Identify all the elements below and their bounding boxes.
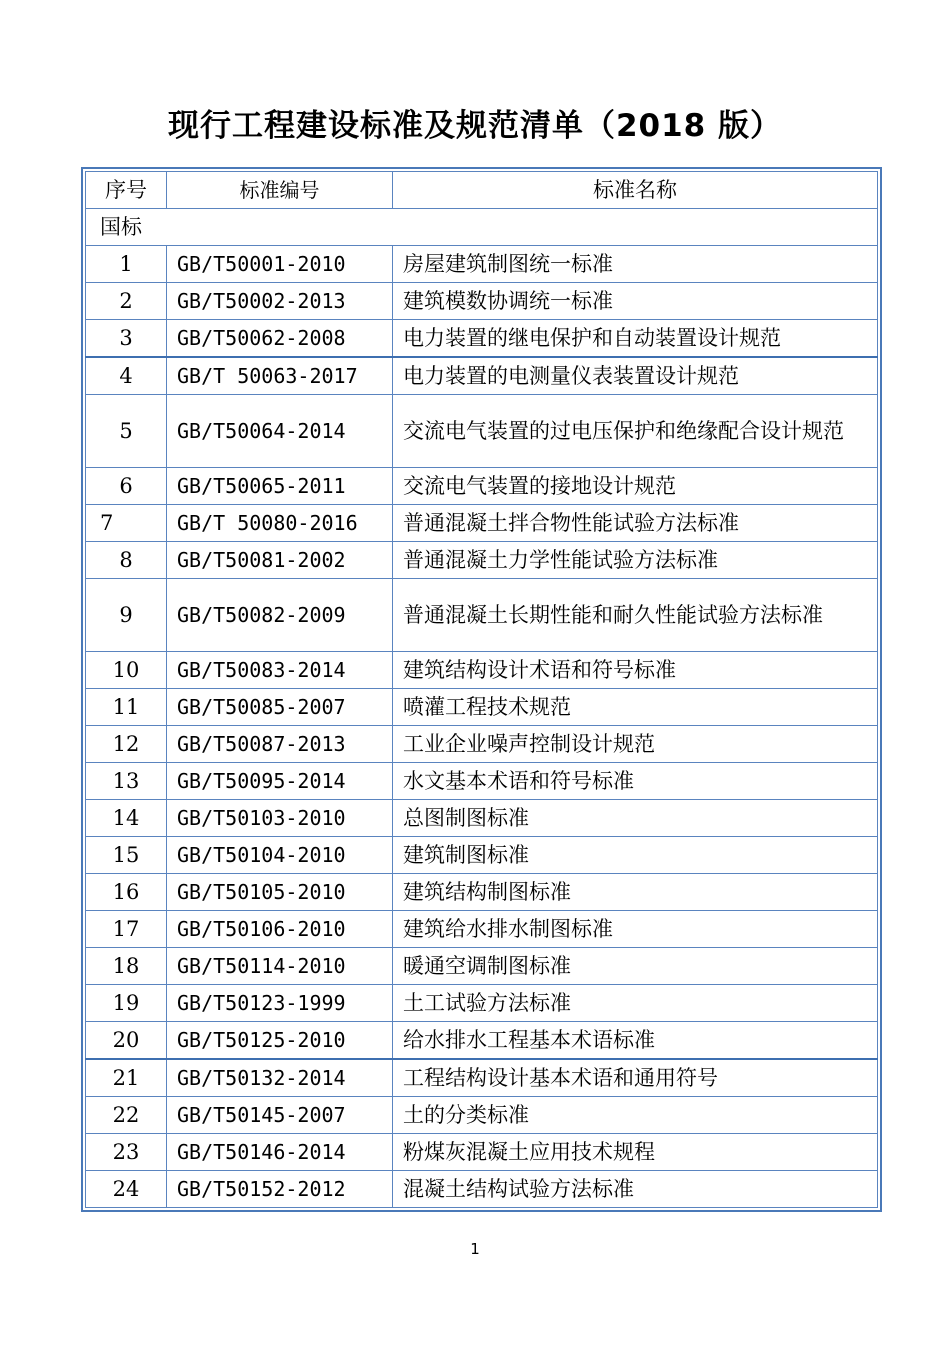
row-name: 水文基本术语和符号标准: [393, 763, 878, 800]
table-row: [86, 246, 878, 283]
table-row: [86, 874, 878, 911]
table-row: [86, 468, 878, 505]
row-code: GB/T50132-2014: [167, 1059, 393, 1097]
row-code: GB/T 50063-2017: [167, 357, 393, 395]
table-row: [86, 985, 878, 1022]
row-name: 交流电气装置的过电压保护和绝缘配合设计规范: [393, 395, 878, 468]
row-seq: 7: [86, 505, 167, 542]
page-number: 1: [470, 1240, 480, 1258]
row-code: GB/T50106-2010: [167, 911, 393, 948]
row-code: GB/T50146-2014: [167, 1134, 393, 1171]
row-seq: 22: [86, 1097, 167, 1134]
row-code: GB/T50083-2014: [167, 652, 393, 689]
standards-table: [85, 171, 878, 1208]
row-name: 电力装置的电测量仪表装置设计规范: [393, 357, 878, 395]
table-header-row: [86, 172, 878, 209]
row-code: GB/T50105-2010: [167, 874, 393, 911]
row-name: 总图制图标准: [393, 800, 878, 837]
row-code: GB/T50114-2010: [167, 948, 393, 985]
table-row: [86, 505, 878, 542]
table-row: [86, 579, 878, 652]
row-code: GB/T50082-2009: [167, 579, 393, 652]
row-name: 给水排水工程基本术语标准: [393, 1022, 878, 1060]
standards-table-frame: [81, 167, 882, 1212]
table-row: [86, 652, 878, 689]
header-seq: 序号: [86, 172, 167, 209]
table-row: [86, 800, 878, 837]
row-seq: 17: [86, 911, 167, 948]
row-seq: 5: [86, 395, 167, 468]
row-name: 普通混凝土力学性能试验方法标准: [393, 542, 878, 579]
table-row: [86, 283, 878, 320]
section-row: [86, 209, 878, 246]
table-row: [86, 357, 878, 395]
row-code: GB/T50087-2013: [167, 726, 393, 763]
row-seq: 2: [86, 283, 167, 320]
table-row: [86, 726, 878, 763]
table-row: [86, 689, 878, 726]
row-name: 土工试验方法标准: [393, 985, 878, 1022]
row-name: 暖通空调制图标准: [393, 948, 878, 985]
row-name: 工程结构设计基本术语和通用符号: [393, 1059, 878, 1097]
section-label: 国标: [86, 209, 878, 246]
table-row: [86, 320, 878, 358]
row-seq: 24: [86, 1171, 167, 1208]
row-seq: 23: [86, 1134, 167, 1171]
row-seq: 13: [86, 763, 167, 800]
row-code: GB/T50062-2008: [167, 320, 393, 358]
row-name: 粉煤灰混凝土应用技术规程: [393, 1134, 878, 1171]
row-code: GB/T50065-2011: [167, 468, 393, 505]
row-code: GB/T50103-2010: [167, 800, 393, 837]
row-seq: 1: [86, 246, 167, 283]
row-name: 交流电气装置的接地设计规范: [393, 468, 878, 505]
table-row: [86, 911, 878, 948]
row-name: 普通混凝土拌合物性能试验方法标准: [393, 505, 878, 542]
row-code: GB/T50001-2010: [167, 246, 393, 283]
row-code: GB/T50002-2013: [167, 283, 393, 320]
row-code: GB/T50064-2014: [167, 395, 393, 468]
row-name: 电力装置的继电保护和自动装置设计规范: [393, 320, 878, 358]
row-name: 土的分类标准: [393, 1097, 878, 1134]
row-code: GB/T50081-2002: [167, 542, 393, 579]
row-seq: 9: [86, 579, 167, 652]
table-row: [86, 837, 878, 874]
row-seq: 14: [86, 800, 167, 837]
header-code: 标准编号: [167, 172, 393, 209]
table-row: [86, 542, 878, 579]
row-seq: 19: [86, 985, 167, 1022]
row-seq: 11: [86, 689, 167, 726]
row-seq: 16: [86, 874, 167, 911]
row-seq: 20: [86, 1022, 167, 1060]
table-row: [86, 1171, 878, 1208]
table-row: [86, 1134, 878, 1171]
table-row: [86, 948, 878, 985]
row-name: 建筑给水排水制图标准: [393, 911, 878, 948]
row-code: GB/T50123-1999: [167, 985, 393, 1022]
row-code: GB/T50104-2010: [167, 837, 393, 874]
table-row: [86, 1097, 878, 1134]
row-seq: 12: [86, 726, 167, 763]
row-code: GB/T 50080-2016: [167, 505, 393, 542]
row-code: GB/T50085-2007: [167, 689, 393, 726]
row-name: 房屋建筑制图统一标准: [393, 246, 878, 283]
row-seq: 3: [86, 320, 167, 358]
table-row: [86, 1059, 878, 1097]
row-seq: 10: [86, 652, 167, 689]
row-name: 建筑结构制图标准: [393, 874, 878, 911]
row-seq: 15: [86, 837, 167, 874]
row-name: 混凝土结构试验方法标准: [393, 1171, 878, 1208]
row-code: GB/T50152-2012: [167, 1171, 393, 1208]
row-seq: 4: [86, 357, 167, 395]
row-code: GB/T50095-2014: [167, 763, 393, 800]
row-seq: 18: [86, 948, 167, 985]
header-name: 标准名称: [393, 172, 878, 209]
row-name: 普通混凝土长期性能和耐久性能试验方法标准: [393, 579, 878, 652]
row-name: 建筑结构设计术语和符号标准: [393, 652, 878, 689]
document-title: 现行工程建设标准及规范清单（2018 版）: [167, 108, 783, 144]
table-row: [86, 1022, 878, 1060]
row-name: 工业企业噪声控制设计规范: [393, 726, 878, 763]
row-seq: 6: [86, 468, 167, 505]
row-code: GB/T50145-2007: [167, 1097, 393, 1134]
row-code: GB/T50125-2010: [167, 1022, 393, 1060]
row-name: 喷灌工程技术规范: [393, 689, 878, 726]
row-seq: 8: [86, 542, 167, 579]
row-seq: 21: [86, 1059, 167, 1097]
row-name: 建筑模数协调统一标准: [393, 283, 878, 320]
table-row: [86, 763, 878, 800]
table-row: [86, 395, 878, 468]
row-name: 建筑制图标准: [393, 837, 878, 874]
